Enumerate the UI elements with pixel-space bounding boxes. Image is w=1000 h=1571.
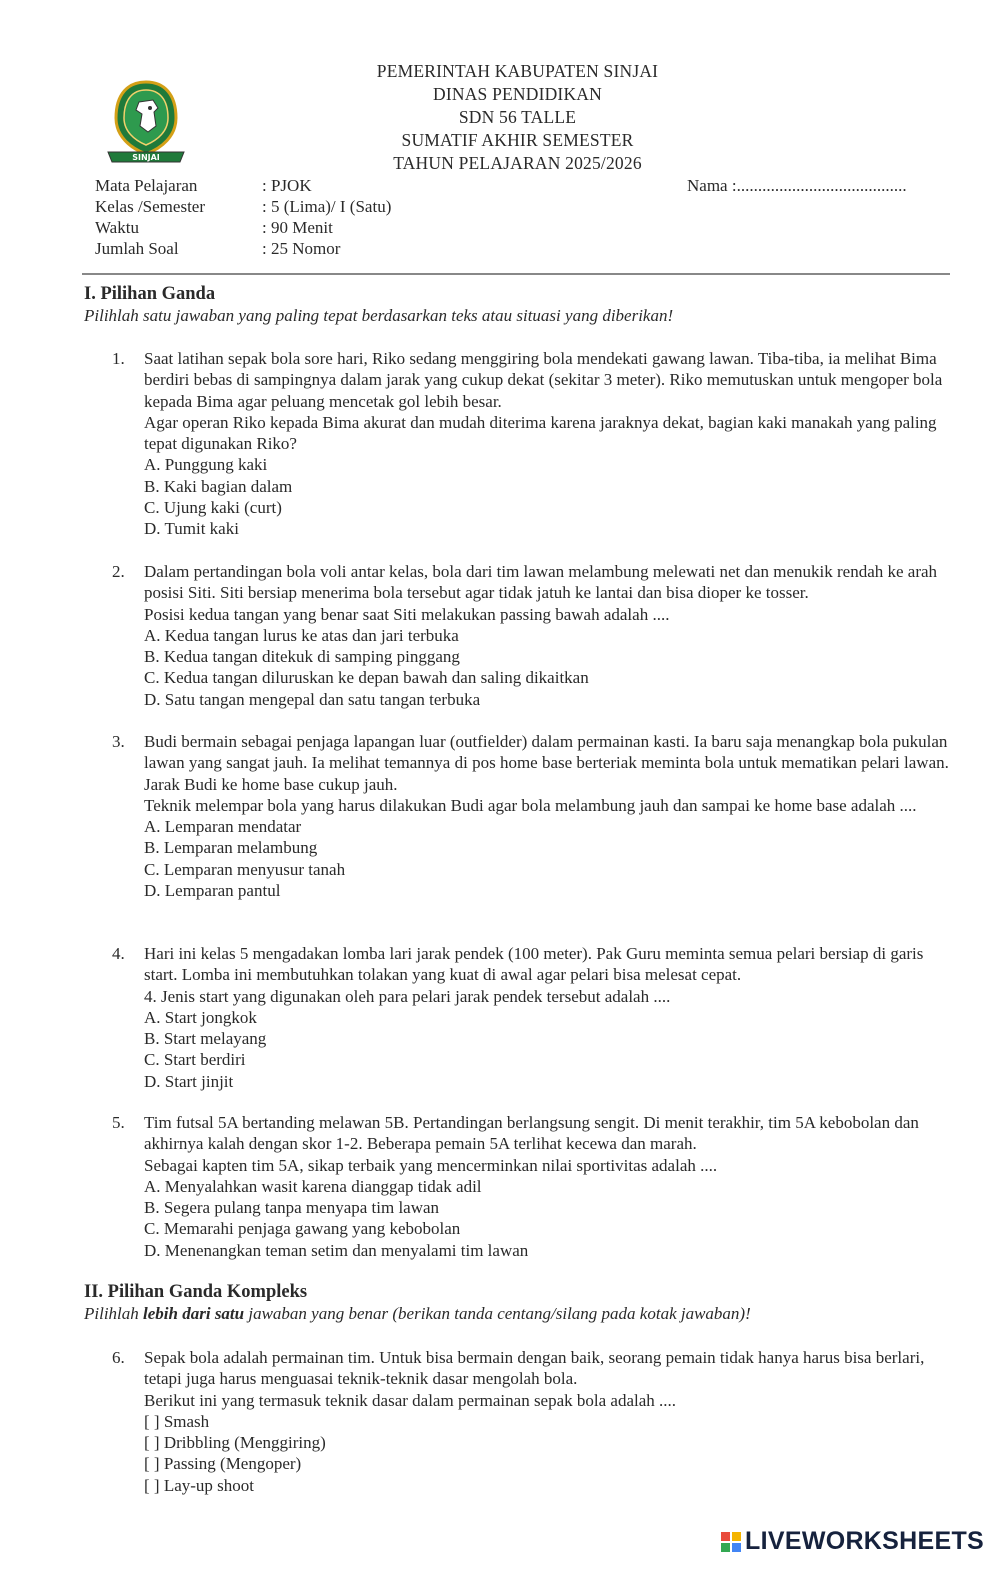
name-field[interactable]: Nama :........................................ xyxy=(687,176,907,195)
question-stem: Tim futsal 5A bertanding melawan 5B. Pertandingan berlangsung sengit. Di menit terakhir, tim 5A kebobolan dan akhirnya kalah dengan skor 1-2. Beberapa pemain 5A terlihat kecewa dan marah. xyxy=(144,1113,919,1154)
brand-block xyxy=(721,1532,730,1541)
question-stem: Dalam pertandingan bola voli antar kelas, bola dari tim lawan melambung melewati net dan menukik rendah ke arah posisi Siti. Siti bersiap menerima bola tersebut agar tidak jatuh ke lantai dan bisa dioper ke tosser. xyxy=(144,562,938,603)
question-prompt: Agar operan Riko kepada Bima akurat dan mudah diterima karena jaraknya dekat, bagian kaki manakah yang paling tepat digunakan Riko? xyxy=(144,412,937,454)
answer-option[interactable]: A. Kedua tangan lurus ke atas dan jari terbuka xyxy=(144,625,459,645)
instruction-text: Pilihlah xyxy=(84,1304,144,1323)
answer-option[interactable]: B. Kedua tangan ditekuk di samping pinggang xyxy=(144,647,460,667)
question-prompt: Berikut ini yang termasuk teknik dasar dalam permainan sepak bola adalah .... xyxy=(144,1390,677,1410)
question-number: 4. xyxy=(112,944,125,963)
question-stem: Hari ini kelas 5 mengadakan lomba lari jarak pendek (100 meter). Pak Guru meminta semua pelari bersiap di garis start. Lomba ini membutuhkan tolakan yang kuat di awal agar pelari bisa melesat cepat. xyxy=(144,944,924,985)
header-government: PEMERINTAH KABUPATEN SINJAI xyxy=(376,61,659,81)
question-prompt: Teknik melempar bola yang harus dilakukan Budi agar bola melambung jauh dan sampai ke home base adalah .... xyxy=(144,795,917,815)
question-stem: Saat latihan sepak bola sore hari, Riko sedang menggiring bola mendekati gawang lawan. Tiba-tiba, ia melihat Bima berdiri bebas di sampingnya dalam jarak yang cukup dekat (sekitar 3 meter). Riko memutuskan untuk mengoper bola kepada Bima agar peluang mencetak gol lebih besar. xyxy=(144,349,943,411)
question-prompt: Sebagai kapten tim 5A, sikap terbaik yang mencerminkan nilai sportivitas adalah .... xyxy=(144,1155,718,1175)
question-number: 6. xyxy=(112,1348,125,1367)
section-2-title: II. Pilihan Ganda Kompleks xyxy=(84,1282,308,1302)
answer-option[interactable]: D. Lemparan pantul xyxy=(144,881,281,901)
header-school: SDN 56 TALLE xyxy=(458,107,577,127)
checkbox-option[interactable]: [ ] Dribbling (Menggiring) xyxy=(144,1433,326,1453)
info-label: Waktu xyxy=(95,218,139,237)
section-2-instruction xyxy=(84,1304,751,1324)
question-number: 3. xyxy=(112,732,125,751)
section-1-instruction: Pilihlah satu jawaban yang paling tepat berdasarkan teks atau situasi yang diberikan! xyxy=(84,306,674,325)
answer-option[interactable]: A. Lemparan mendatar xyxy=(144,817,302,837)
info-label: Kelas /Semester xyxy=(95,197,205,216)
instruction-text: jawaban yang benar (berikan tanda centang/silang pada kotak jawaban)! xyxy=(244,1304,751,1323)
answer-option[interactable]: C. Kedua tangan diluruskan ke depan bawah dan saling dikaitkan xyxy=(144,668,589,688)
header-academic-year: TAHUN PELAJARAN 2025/2026 xyxy=(393,153,642,173)
answer-option[interactable]: C. Memarahi penjaga gawang yang kebobolan xyxy=(144,1219,461,1239)
question-number: 5. xyxy=(112,1113,125,1132)
question-stem: Budi bermain sebagai penjaga lapangan luar (outfielder) dalam permainan kasti. Ia baru saja menangkap bola pukulan lawan yang sangat jauh. Ia melihat temannya di pos home base berteriak meminta bola untuk mematikan pelari lawan. Jarak Budi ke home base cukup jauh. xyxy=(144,732,949,794)
question-prompt: 4. Jenis start yang digunakan oleh para pelari jarak pendek tersebut adalah .... xyxy=(144,986,671,1006)
document-header xyxy=(300,60,735,175)
question-number: 2. xyxy=(112,562,125,581)
info-label: Jumlah Soal xyxy=(95,239,179,258)
answer-option[interactable]: A. Punggung kaki xyxy=(144,455,268,475)
answer-option[interactable]: B. Segera pulang tanpa menyapa tim lawan xyxy=(144,1198,440,1218)
answer-option[interactable]: A. Menyalahkan wasit karena dianggap tidak adil xyxy=(144,1176,482,1196)
info-label: Mata Pelajaran xyxy=(95,176,198,195)
header-department: DINAS PENDIDIKAN xyxy=(433,84,602,104)
instruction-emphasis: lebih dari satu xyxy=(143,1304,245,1323)
liveworksheets-blocks-icon xyxy=(721,1532,741,1552)
liveworksheets-wordmark: LIVEWORKSHEETS xyxy=(745,1527,984,1555)
brand-block xyxy=(732,1532,741,1541)
liveworksheets-logo xyxy=(721,1527,984,1556)
question-number: 1. xyxy=(112,349,125,368)
info-value: : 25 Nomor xyxy=(262,239,341,258)
answer-option[interactable]: D. Satu tangan mengepal dan satu tangan terbuka xyxy=(144,689,481,709)
answer-option[interactable]: A. Start jongkok xyxy=(144,1007,257,1027)
info-value: : 5 (Lima)/ I (Satu) xyxy=(262,197,392,216)
answer-option[interactable]: D. Tumit kaki xyxy=(144,519,239,539)
checkbox-option[interactable]: [ ] Lay-up shoot xyxy=(144,1475,255,1495)
info-value: : 90 Menit xyxy=(262,218,333,237)
answer-option[interactable]: B. Lemparan melambung xyxy=(144,838,318,858)
section-1-title: I. Pilihan Ganda xyxy=(84,284,216,304)
answer-option[interactable]: C. Ujung kaki (curt) xyxy=(144,498,282,518)
answer-option[interactable]: B. Start melayang xyxy=(144,1029,267,1049)
answer-option[interactable]: D. Menenangkan teman setim dan menyalami tim lawan xyxy=(144,1240,529,1260)
header-divider xyxy=(82,273,950,275)
answer-option[interactable]: D. Start jinjit xyxy=(144,1071,234,1091)
question-prompt: Posisi kedua tangan yang benar saat Siti melakukan passing bawah adalah .... xyxy=(144,604,670,624)
checkbox-option[interactable]: [ ] Passing (Mengoper) xyxy=(144,1454,302,1474)
header-exam-title: SUMATIF AKHIR SEMESTER xyxy=(401,130,634,150)
school-emblem xyxy=(106,78,186,168)
info-value: : PJOK xyxy=(262,176,312,195)
brand-block xyxy=(721,1543,730,1552)
emblem-banner-text: SINJAI xyxy=(132,153,160,162)
brand-block xyxy=(732,1543,741,1552)
answer-option[interactable]: C. Start berdiri xyxy=(144,1050,246,1070)
question-stem: Sepak bola adalah permainan tim. Untuk bisa bermain dengan baik, seorang pemain tidak hanya harus bisa berlari, tetapi juga harus menguasai teknik-teknik dasar mengolah bola. xyxy=(144,1348,925,1389)
answer-option[interactable]: B. Kaki bagian dalam xyxy=(144,476,293,496)
checkbox-option[interactable]: [ ] Smash xyxy=(144,1411,210,1431)
answer-option[interactable]: C. Lemparan menyusur tanah xyxy=(144,859,346,879)
